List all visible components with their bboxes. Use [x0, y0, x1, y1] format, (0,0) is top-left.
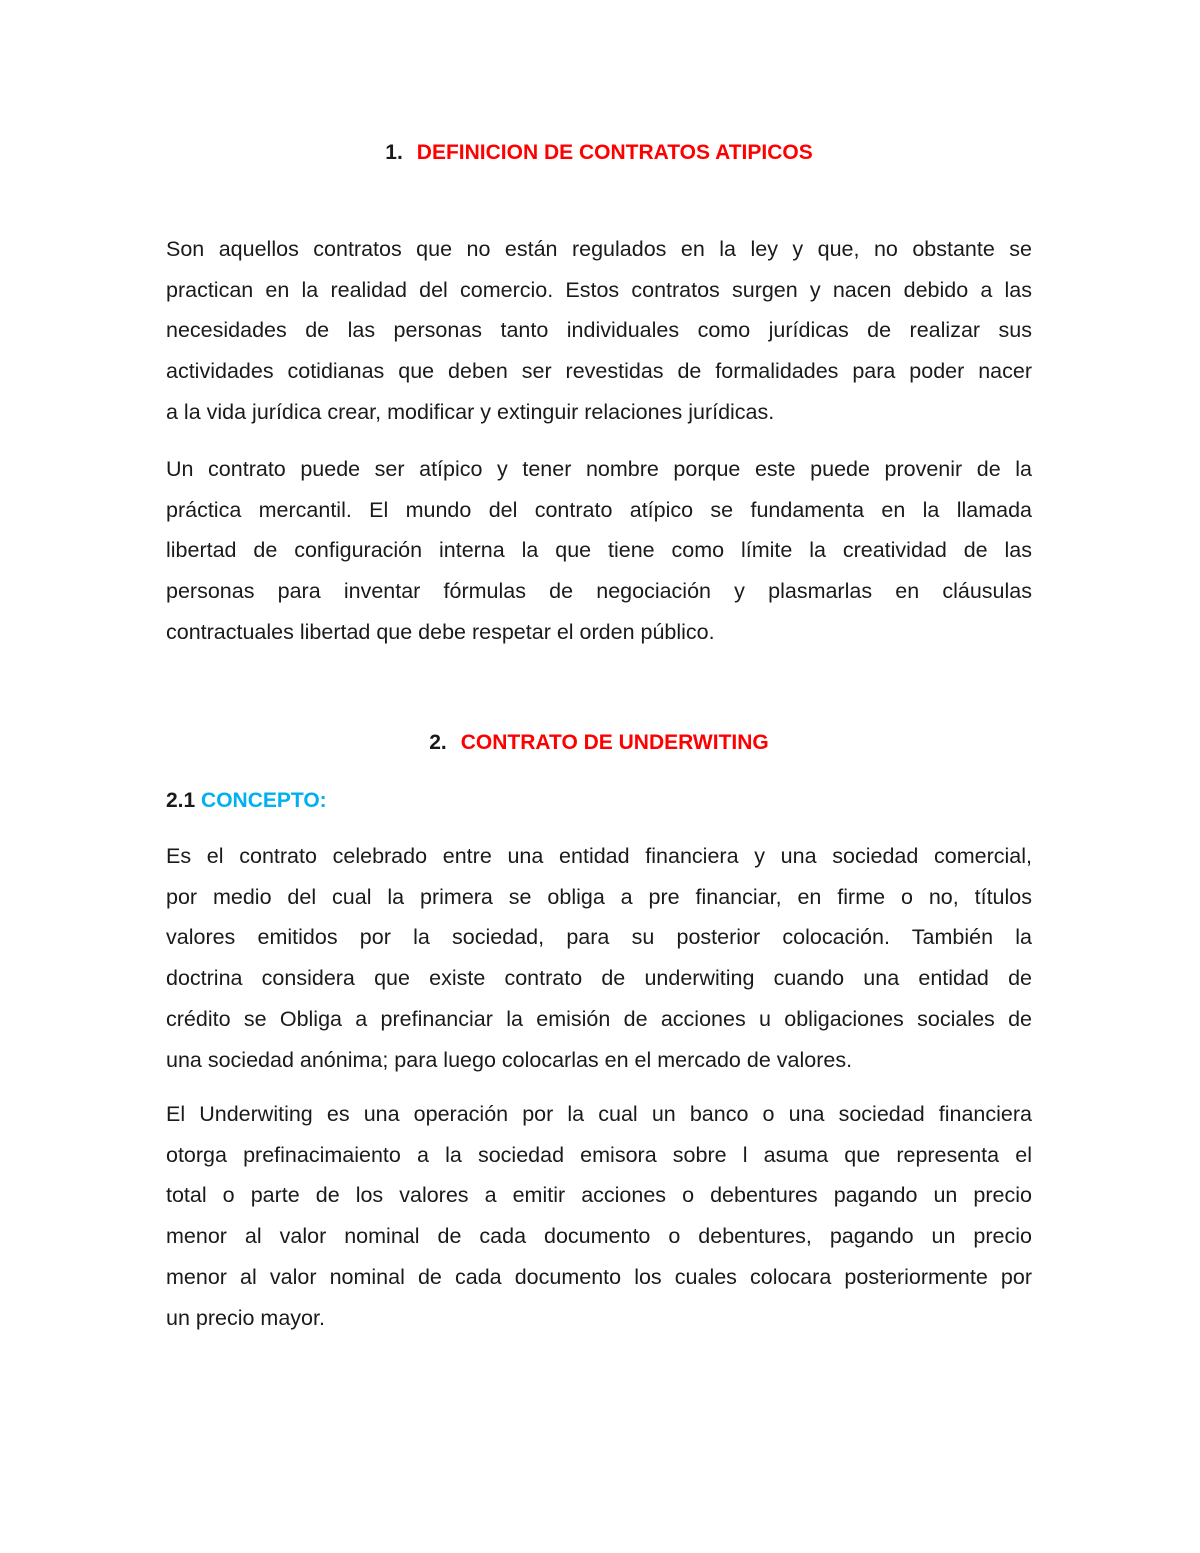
subsection-2-1-number: 2.1 [166, 789, 196, 812]
paragraph-line: valores emitidos por la sociedad, para su posterior colocación. También la [166, 925, 1032, 950]
paragraph-line: otorga prefinacimaiento a la sociedad emisora sobre l asuma que representa el [166, 1142, 1032, 1167]
section-1-paragraph-1 [166, 229, 1032, 433]
paragraph-line: Un contrato puede ser atípico y tener nombre porque este puede provenir de la [166, 457, 1032, 481]
paragraph-line: a la vida jurídica crear, modificar y extinguir relaciones jurídicas. [166, 399, 775, 424]
paragraph-line: total o parte de los valores a emitir acciones o debentures pagando un precio [166, 1183, 1032, 1208]
section-1-number: 1. [385, 141, 403, 164]
section-2-heading [166, 728, 1032, 758]
paragraph-line: una sociedad anónima; para luego colocarlas en el mercado de valores. [166, 1047, 853, 1072]
paragraph-line: actividades cotidianas que deben ser revestidas de formalidades para poder nacer [166, 359, 1032, 384]
paragraph-line: menor al valor nominal de cada documento o debentures, pagando un precio [166, 1224, 1032, 1249]
paragraph-line: un precio mayor. [166, 1305, 325, 1330]
paragraph-line: por medio del cual la primera se obliga a pre financiar, en firme o no, títulos [166, 884, 1032, 909]
paragraph-line: contractuales libertad que debe respetar el orden público. [166, 619, 715, 644]
paragraph-line: El Underwiting es una operación por la cual un banco o una sociedad financiera [166, 1102, 1032, 1126]
section-1-heading [166, 138, 1032, 168]
paragraph-line: doctrina considera que existe contrato de underwiting cuando una entidad de [166, 966, 1032, 991]
section-2-title: CONTRATO DE UNDERWITING [460, 731, 769, 754]
paragraph-line: personas para inventar fórmulas de negociación y plasmarlas en cláusulas [166, 579, 1032, 604]
section-2-number: 2. [429, 731, 447, 754]
paragraph-line: libertad de configuración interna la que tiene como límite la creatividad de las [166, 538, 1032, 563]
paragraph-line: menor al valor nominal de cada documento los cuales colocara posteriormente por [166, 1264, 1032, 1289]
subsection-2-1-heading [166, 786, 327, 816]
section-2-paragraph-1 [166, 836, 1032, 1080]
paragraph-line: Es el contrato celebrado entre una entidad financiera y una sociedad comercial, [166, 844, 1032, 868]
section-1-title: DEFINICION DE CONTRATOS ATIPICOS [416, 141, 813, 164]
paragraph-line: crédito se Obliga a prefinanciar la emisión de acciones u obligaciones sociales de [166, 1006, 1032, 1031]
section-2-paragraph-2 [166, 1094, 1032, 1338]
section-1-paragraph-2 [166, 449, 1032, 653]
subsection-2-1-title: CONCEPTO: [201, 789, 327, 812]
paragraph-line: necesidades de las personas tanto individuales como jurídicas de realizar sus [166, 318, 1032, 343]
paragraph-line: practican en la realidad del comercio. Estos contratos surgen y nacen debido a las [166, 277, 1032, 302]
paragraph-line: Son aquellos contratos que no están regulados en la ley y que, no obstante se [166, 237, 1032, 261]
paragraph-line: práctica mercantil. El mundo del contrato atípico se fundamenta en la llamada [166, 497, 1032, 522]
